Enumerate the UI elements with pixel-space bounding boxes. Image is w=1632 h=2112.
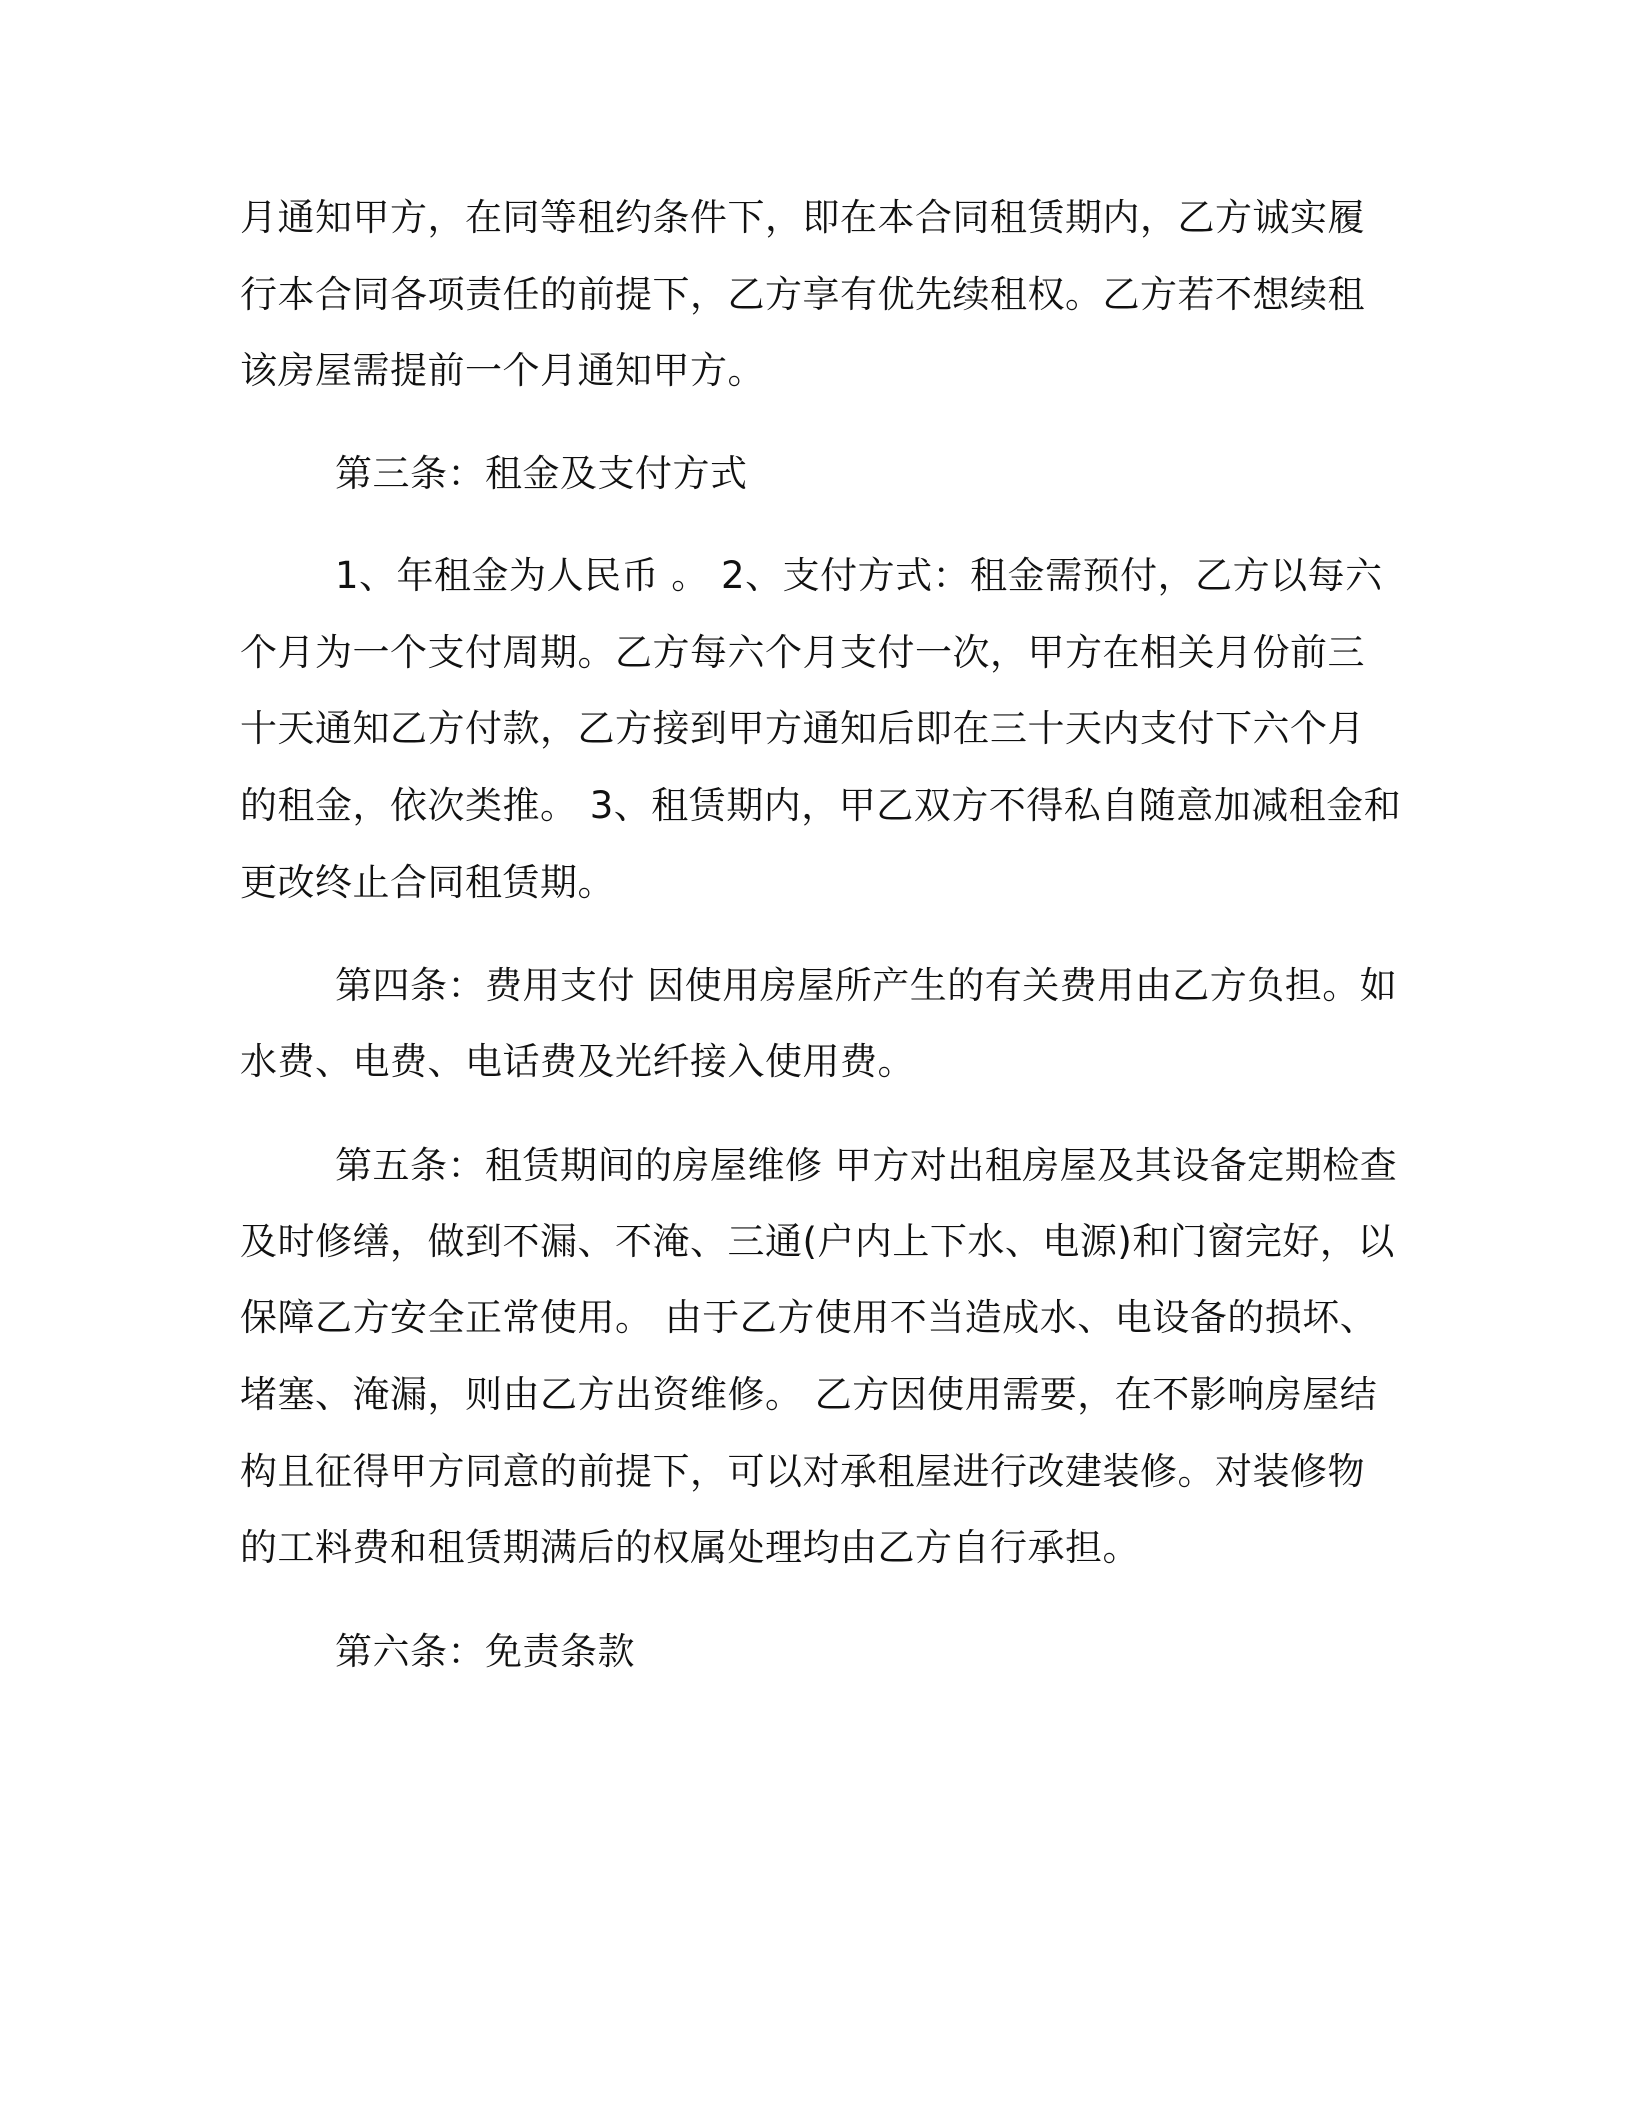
text-line: 月通知甲方，在同等租约条件下，即在本合同租赁期内，乙方诚实履 [240, 196, 1365, 239]
text-line: 及时修缮，做到不漏、不淹、三通(户内上下水、电源)和门窗完好，以 [240, 1220, 1395, 1263]
text-line: 的工料费和租赁期满后的权属处理均由乙方自行承担。 [240, 1526, 1140, 1569]
section-heading: 第三条：租金及支付方式 [335, 452, 748, 495]
text-line: 十天通知乙方付款，乙方接到甲方通知后即在三十天内支付下六个月 [240, 707, 1365, 750]
text-line: 个月为一个支付周期。乙方每六个月支付一次，甲方在相关月份前三 [240, 631, 1365, 674]
text-line: 构且征得甲方同意的前提下，可以对承租屋进行改建装修。对装修物 [240, 1450, 1365, 1493]
text-line: 1、年租金为人民币 。 2、支付方式：租金需预付，乙方以每六 [335, 554, 1383, 597]
text-line: 更改终止合同租赁期。 [240, 861, 615, 904]
text-line: 水费、电费、电话费及光纤接入使用费。 [240, 1040, 915, 1083]
text-line: 行本合同各项责任的前提下，乙方享有优先续租权。乙方若不想续租 [240, 273, 1365, 316]
section-heading: 第六条：免责条款 [335, 1630, 635, 1673]
text-line: 的租金，依次类推。 3、租赁期内，甲乙双方不得私自随意加减租金和 [240, 784, 1402, 827]
text-line: 堵塞、淹漏，则由乙方出资维修。 乙方因使用需要，在不影响房屋结 [240, 1373, 1378, 1416]
text-line: 该房屋需提前一个月通知甲方。 [240, 349, 765, 392]
section-heading: 第五条：租赁期间的房屋维修 甲方对出租房屋及其设备定期检查 [335, 1144, 1398, 1187]
text-line: 保障乙方安全正常使用。 由于乙方使用不当造成水、电设备的损坏、 [240, 1296, 1378, 1339]
section-heading: 第四条：费用支付 因使用房屋所产生的有关费用由乙方负担。如 [335, 964, 1398, 1007]
